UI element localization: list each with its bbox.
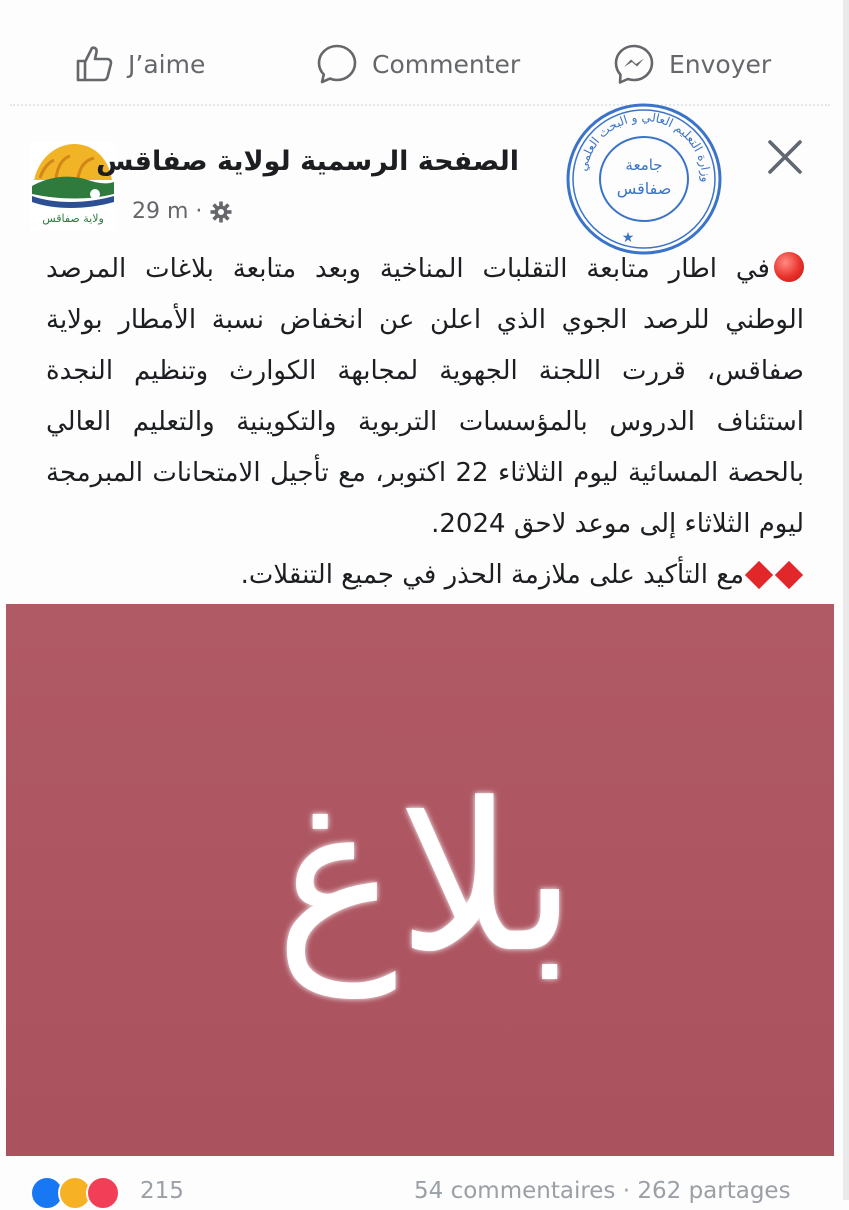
post-text-main: في اطار متابعة التقلبات المناخية وبعد متابعة بلاغات المرصد الوطني للرصد الجوي الذي اعلن عن انخفاض نسبة الأمطار بولاية صفاقس، قررت اللجنة الجهوية لمجابهة الكوارث وتنظيم النجدة استئناف الدروس بالمؤسسات التربوية والتكوينية والتعليم العالي بالحصة المسائية ليوم الثلاثاء 22 اكتوبر، مع تأجيل الامتحانات المبرمجة ليوم الثلاثاء إلى موعد لاحق 2024.	[46, 254, 804, 539]
red-diamond-icon	[745, 561, 773, 589]
comment-button[interactable]	[316, 36, 520, 92]
svg-text:★: ★	[621, 230, 635, 246]
love-reaction-icon	[86, 1176, 120, 1210]
globe-gear-icon[interactable]	[209, 200, 233, 224]
post-text-warning: مع التأكيد على ملازمة الحذر في جميع التنقلات.	[240, 560, 744, 590]
post-paragraph	[46, 244, 804, 550]
post-footer	[0, 1168, 849, 1208]
post-action-bar	[0, 36, 849, 92]
post-body	[46, 244, 804, 601]
like-button[interactable]	[74, 36, 205, 92]
meta-separator: ·	[195, 199, 203, 224]
post-image[interactable]	[6, 604, 834, 1156]
comments-shares-count[interactable]: 54 commentaires · 262 partages	[414, 1178, 791, 1204]
red-diamond-icon	[775, 561, 803, 589]
messenger-icon	[613, 43, 655, 85]
svg-text:ولاية صفاقس: ولاية صفاقس	[42, 212, 104, 225]
university-stamp	[564, 100, 724, 258]
close-icon[interactable]	[764, 136, 806, 178]
post-paragraph	[46, 550, 804, 601]
post-meta	[132, 199, 233, 224]
svg-text:جامعة: جامعة	[625, 156, 663, 174]
send-label: Envoyer	[669, 49, 772, 79]
announcement-word	[6, 604, 834, 1156]
post-time[interactable]: 29 m	[132, 199, 189, 224]
page-name[interactable]: الصفحة الرسمية لولاية صفاقس	[96, 146, 519, 177]
reaction-count[interactable]: 215	[140, 1178, 184, 1204]
svg-text:بلاغ: بلاغ	[275, 760, 577, 998]
comment-label: Commenter	[372, 49, 521, 79]
scan-edge	[843, 0, 849, 1200]
send-button[interactable]	[613, 36, 771, 92]
svg-text:وزارة التعليم العالي و البحث ا: وزارة التعليم العالي و البحث العلمي	[575, 109, 714, 183]
red-circle-icon	[774, 252, 804, 282]
thumbs-up-icon	[74, 44, 114, 84]
reaction-icons[interactable]	[30, 1176, 114, 1210]
comment-bubble-icon	[316, 43, 358, 85]
like-label: J’aime	[128, 49, 206, 79]
svg-text:صفاقس: صفاقس	[616, 179, 672, 198]
